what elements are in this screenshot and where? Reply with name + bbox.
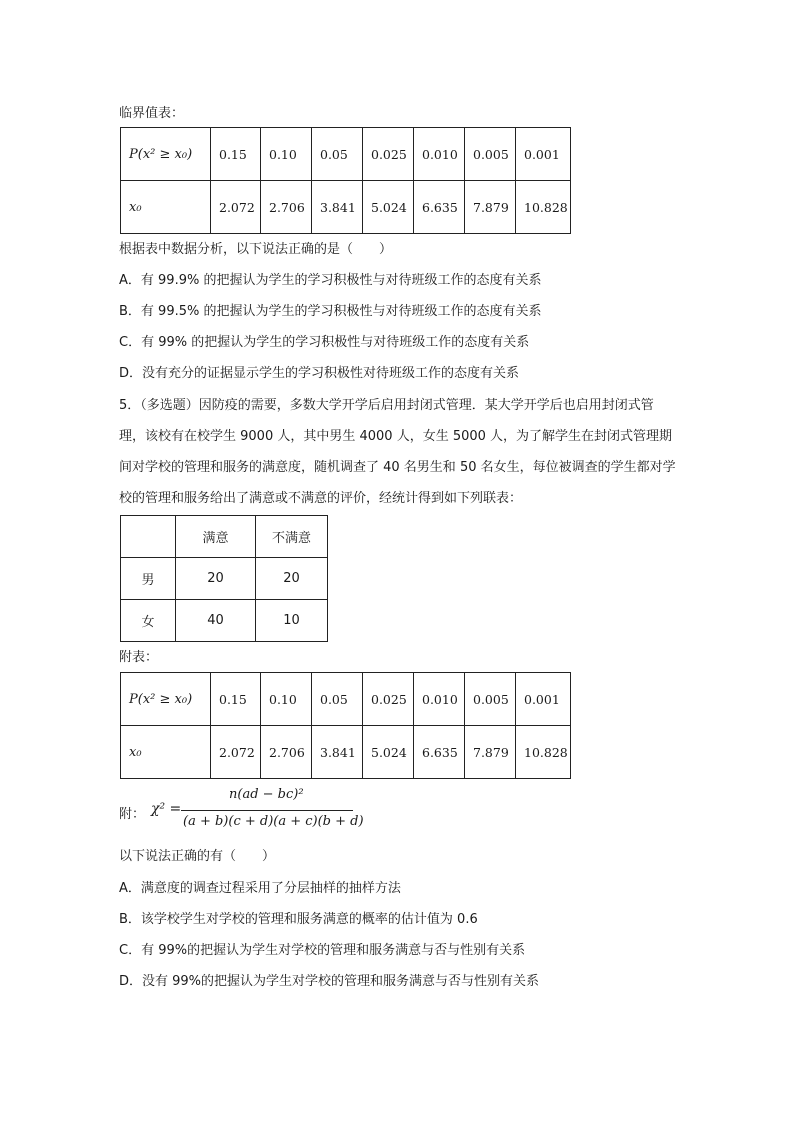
row-label: 男 xyxy=(121,558,176,600)
header-satisfied: 满意 xyxy=(176,516,256,558)
q5-option-a: A．满意度的调查过程采用了分层抽样的抽样方法 xyxy=(119,881,401,896)
p-cell: 0.05 xyxy=(312,128,363,181)
q5-question: 以下说法正确的有（ ） xyxy=(119,849,276,864)
x0-cell: 2.072 xyxy=(211,181,261,234)
p-cell: 0.001 xyxy=(516,673,571,726)
q4-stem: 根据表中数据分析，以下说法正确的是（ ） xyxy=(119,242,393,257)
cell-unsatisfied: 20 xyxy=(256,558,328,600)
x0-cell: 5.024 xyxy=(363,181,414,234)
p-cell: 0.025 xyxy=(363,673,414,726)
contingency-header-row xyxy=(121,516,328,558)
cell-satisfied: 20 xyxy=(176,558,256,600)
contingency-corner xyxy=(121,516,176,558)
q4-option-b: B．有 99.5% 的把握认为学生的学习积极性与对待班级工作的态度有关系 xyxy=(119,304,542,319)
x0-cell: 7.879 xyxy=(465,181,516,234)
contingency-table xyxy=(120,515,328,642)
contingency-row-female xyxy=(121,600,328,642)
cell-unsatisfied: 10 xyxy=(256,600,328,642)
x0-cell: 7.879 xyxy=(465,726,516,779)
critical-value-table-2 xyxy=(120,672,571,779)
contingency-row-male xyxy=(121,558,328,600)
q4-option-c: C．有 99% 的把握认为学生的学习积极性与对待班级工作的态度有关系 xyxy=(119,335,530,350)
q4-option-d: D．没有充分的证据显示学生的学习积极性对待班级工作的态度有关系 xyxy=(119,366,520,381)
p-cell: 0.001 xyxy=(516,128,571,181)
chi-square-formula xyxy=(119,787,419,837)
x0-cell: 2.072 xyxy=(211,726,261,779)
p-cell: 0.005 xyxy=(465,673,516,726)
q5-option-b: B．该学校学生对学校的管理和服务满意的概率的估计值为 0.6 xyxy=(119,912,478,927)
p-cell: 0.010 xyxy=(414,673,465,726)
p-cell: 0.010 xyxy=(414,128,465,181)
formula-numerator: n(ad − bc)² xyxy=(229,787,304,802)
fraction-bar xyxy=(181,810,353,811)
q5-option-c: C．有 99%的把握认为学生对学校的管理和服务满意与否与性别有关系 xyxy=(119,943,526,958)
p-cell: 0.15 xyxy=(211,128,261,181)
p-cell: 0.005 xyxy=(465,128,516,181)
x0-cell: 5.024 xyxy=(363,726,414,779)
x0-cell: 10.828 xyxy=(516,726,571,779)
p-row xyxy=(121,673,571,726)
formula-denominator: (a + b)(c + d)(a + c)(b + d) xyxy=(183,814,364,829)
x0-cell: 6.635 xyxy=(414,726,465,779)
x0-cell: 3.841 xyxy=(312,726,363,779)
p-cell: 0.10 xyxy=(261,128,312,181)
x0-cell: 6.635 xyxy=(414,181,465,234)
q5-option-d: D．没有 99%的把握认为学生对学校的管理和服务满意与否与性别有关系 xyxy=(119,974,540,989)
p-condition: x² ≥ x₀ xyxy=(142,691,188,707)
p-symbol: P xyxy=(129,691,138,707)
p-condition: x² ≥ x₀ xyxy=(142,146,188,162)
p-cell: 0.025 xyxy=(363,128,414,181)
p-cell: 0.15 xyxy=(211,673,261,726)
p-row xyxy=(121,128,571,181)
cell-satisfied: 40 xyxy=(176,600,256,642)
x0-header-cell: x₀ xyxy=(121,181,211,234)
p-cell: 0.10 xyxy=(261,673,312,726)
p-symbol: P xyxy=(129,146,138,162)
x0-cell: 3.841 xyxy=(312,181,363,234)
q5-stem: 5．（多选题）因防疫的需要，多数大学开学后启用封闭式管理．某大学开学后也启用封闭式管理，该校有在校学生 9000 人，其中男生 4000 人，女生 5000 人，为了解学生在封闭式管理期间对学校的管理和服务的满意度，随机调查了 40 名男生和 50 名女生，每位被调查的学生都对学校的管理和服务给出了满意或不满意的评价，经统计得到如下列联表： xyxy=(119,398,676,506)
p-header-cell: P(x² ≥ x₀) xyxy=(121,673,211,726)
x0-row xyxy=(121,726,571,779)
p-cell: 0.05 xyxy=(312,673,363,726)
p-header-cell: P(x² ≥ x₀) xyxy=(121,128,211,181)
formula-lhs: χ² = xyxy=(151,801,182,817)
q4-option-a: A．有 99.9% 的把握认为学生的学习积极性与对待班级工作的态度有关系 xyxy=(119,273,542,288)
header-unsatisfied: 不满意 xyxy=(256,516,328,558)
appendix-table-label: 附表： xyxy=(119,650,159,665)
formula-label: 附： xyxy=(119,807,146,822)
row-label: 女 xyxy=(121,600,176,642)
critical-value-table-1 xyxy=(120,127,571,234)
x0-cell: 2.706 xyxy=(261,181,312,234)
x0-row xyxy=(121,181,571,234)
x0-cell: 2.706 xyxy=(261,726,312,779)
critical-table-label: 临界值表： xyxy=(119,106,185,121)
x0-header-cell: x₀ xyxy=(121,726,211,779)
x0-cell: 10.828 xyxy=(516,181,571,234)
